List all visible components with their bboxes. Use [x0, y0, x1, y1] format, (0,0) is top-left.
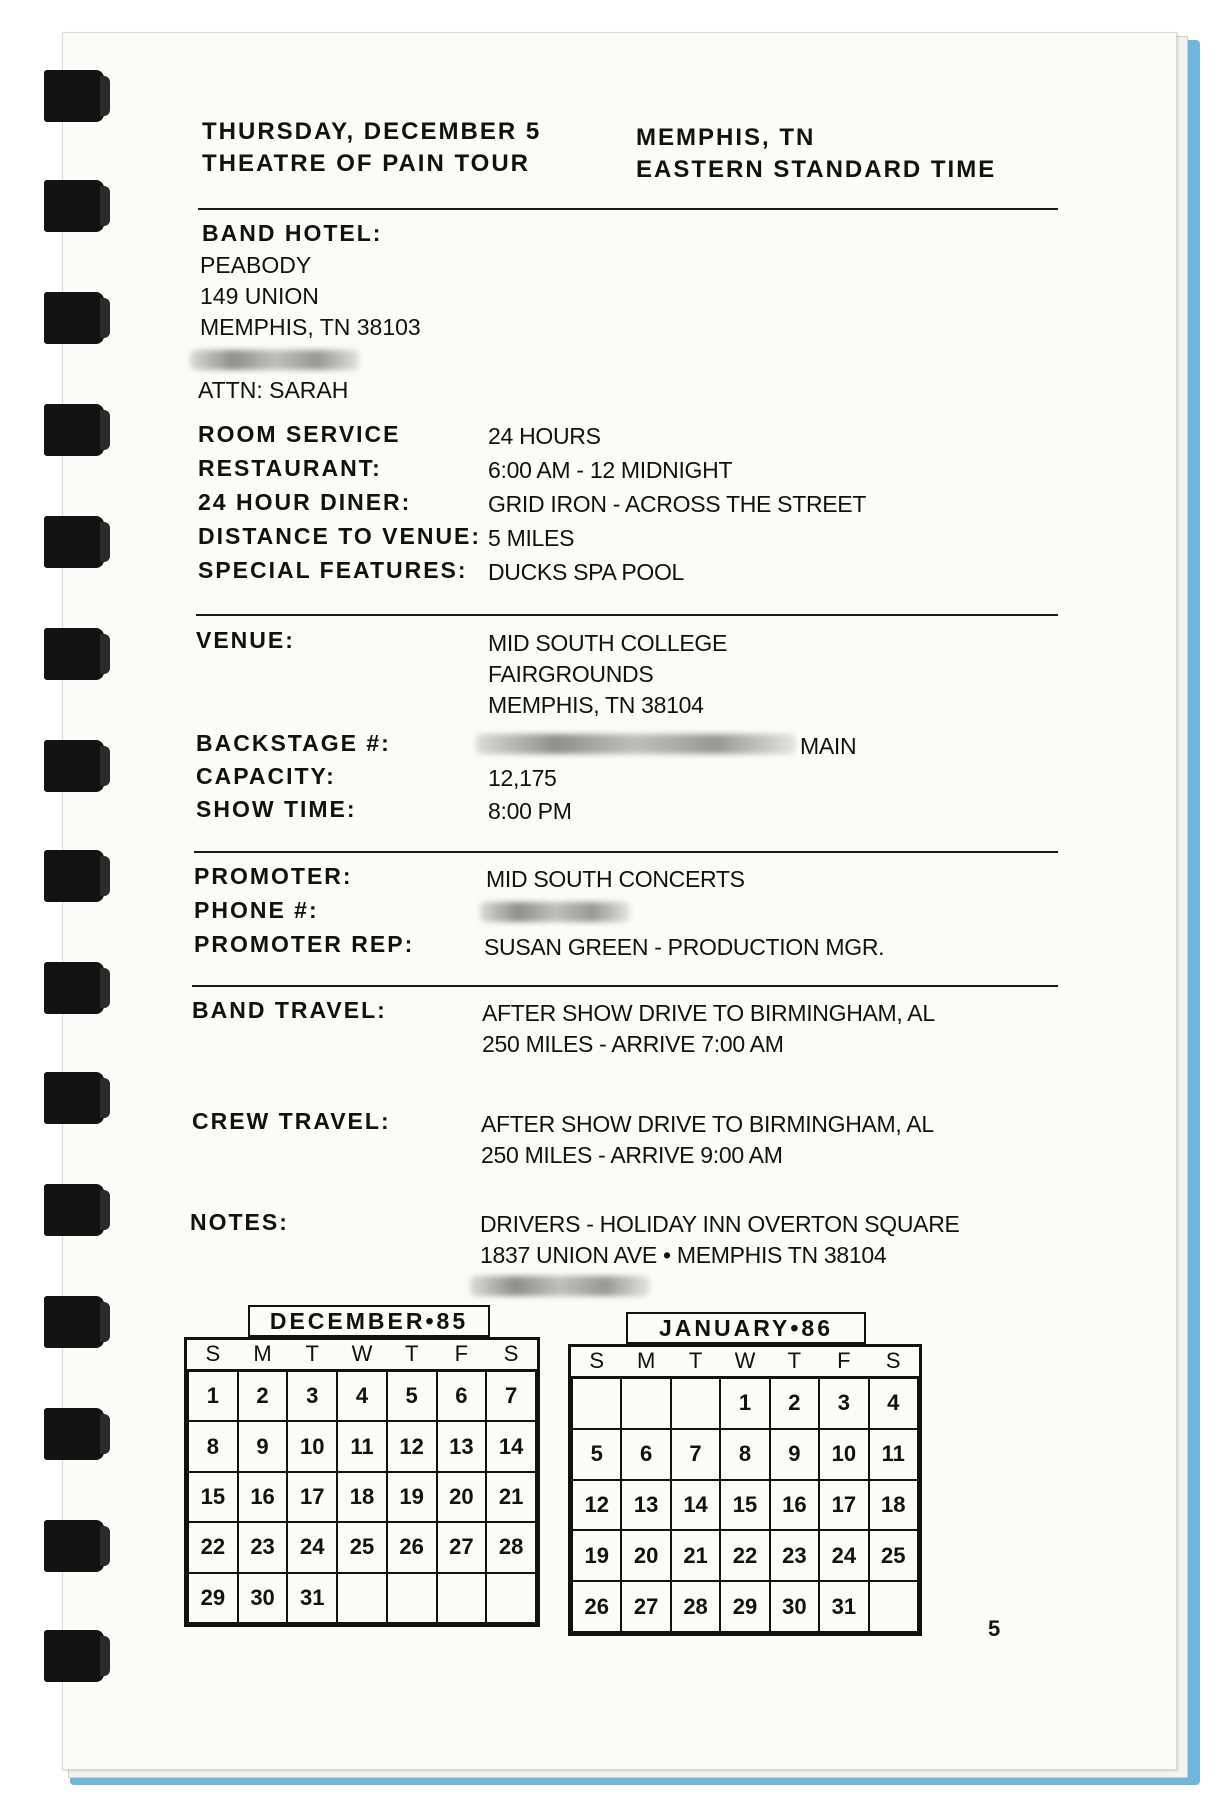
calendar-day: [486, 1573, 536, 1623]
crew-travel-line: AFTER SHOW DRIVE TO BIRMINGHAM, AL: [481, 1111, 934, 1137]
weekday-header: S: [486, 1340, 536, 1370]
calendar-day: [572, 1377, 621, 1429]
calendar-day: 3: [819, 1377, 868, 1429]
weekday-header: M: [621, 1347, 670, 1377]
calendar-week: [188, 1573, 536, 1623]
calendar-week: [188, 1522, 536, 1572]
notes-line: DRIVERS - HOLIDAY INN OVERTON SQUARE: [480, 1211, 960, 1237]
hotel-row-label: DISTANCE TO VENUE:: [198, 523, 482, 549]
showtime-value: 8:00 PM: [488, 798, 572, 824]
redacted-hotel-phone: [190, 350, 360, 370]
calendar-day: 13: [437, 1421, 487, 1471]
binding-ring: [44, 740, 104, 792]
calendar-december: [184, 1337, 540, 1627]
redacted-notes-phone: [470, 1276, 650, 1296]
crew-travel-label: CREW TRAVEL:: [192, 1108, 391, 1134]
calendar-day: [437, 1573, 487, 1623]
calendar-day: 31: [819, 1581, 868, 1632]
weekday-header: T: [671, 1347, 720, 1377]
calendar-week: [572, 1377, 918, 1429]
calendar-day: 8: [188, 1421, 238, 1471]
weekday-header: W: [720, 1347, 769, 1377]
calendar-day: 25: [337, 1522, 387, 1572]
redacted-backstage-phone: [476, 734, 796, 754]
calendar-day: 17: [287, 1472, 337, 1522]
promoter-phone-label: PHONE #:: [194, 897, 319, 923]
calendar-week: [572, 1429, 918, 1480]
weekday-header: M: [238, 1340, 288, 1370]
calendar-day: 4: [869, 1377, 918, 1429]
hotel-row-label: ROOM SERVICE: [198, 421, 401, 447]
calendar-week: [572, 1530, 918, 1581]
hotel-row-value: 6:00 AM - 12 MIDNIGHT: [488, 457, 733, 483]
calendar-day: 12: [572, 1480, 621, 1531]
calendar-day: 6: [437, 1370, 487, 1421]
calendar-week: [188, 1421, 536, 1471]
calendar-day: 13: [621, 1480, 670, 1531]
calendar-day: 5: [572, 1429, 621, 1480]
weekday-header: T: [387, 1340, 437, 1370]
binding-ring: [44, 1072, 104, 1124]
backstage-suffix: MAIN: [800, 733, 857, 759]
hotel-name: PEABODY: [200, 252, 312, 278]
redacted-promoter-phone: [480, 902, 630, 922]
divider: [196, 614, 1058, 616]
calendar-day: 22: [720, 1530, 769, 1581]
calendar-day: 28: [486, 1522, 536, 1572]
calendar-day: 14: [671, 1480, 720, 1531]
calendar-day: 21: [486, 1472, 536, 1522]
venue-label: VENUE:: [196, 627, 295, 653]
weekday-header: S: [869, 1347, 918, 1377]
binding-ring: [44, 180, 104, 232]
calendar-week: [188, 1472, 536, 1522]
hotel-city: MEMPHIS, TN 38103: [200, 314, 421, 340]
hotel-row-label: 24 HOUR DINER:: [198, 489, 412, 515]
calendar-day: 30: [238, 1573, 288, 1623]
crew-travel-line: 250 MILES - ARRIVE 9:00 AM: [481, 1142, 783, 1168]
binding-ring: [44, 516, 104, 568]
band-travel-label: BAND TRAVEL:: [192, 997, 387, 1023]
capacity-label: CAPACITY:: [196, 763, 336, 789]
promoter-rep: SUSAN GREEN - PRODUCTION MGR.: [484, 934, 885, 960]
calendar-day: 2: [238, 1370, 288, 1421]
calendar-day: 18: [337, 1472, 387, 1522]
calendar-day: 23: [770, 1530, 819, 1581]
binding-ring: [44, 70, 104, 122]
header-date: THURSDAY, DECEMBER 5: [202, 118, 542, 145]
backstage-label: BACKSTAGE #:: [196, 730, 391, 756]
divider: [194, 851, 1058, 853]
calendar-day: 27: [437, 1522, 487, 1572]
calendar-day: [869, 1581, 918, 1632]
calendar-day: 21: [671, 1530, 720, 1581]
calendar-january: [568, 1344, 922, 1636]
binding-ring: [44, 962, 104, 1014]
calendar-day: 15: [188, 1472, 238, 1522]
calendar-day: [387, 1573, 437, 1623]
header-tour: THEATRE OF PAIN TOUR: [202, 150, 530, 177]
weekday-header: F: [437, 1340, 487, 1370]
binding-ring: [44, 850, 104, 902]
hotel-street: 149 UNION: [200, 283, 319, 309]
weekday-header: S: [572, 1347, 621, 1377]
binding-ring: [44, 1184, 104, 1236]
calendar-day: 8: [720, 1429, 769, 1480]
promoter-rep-label: PROMOTER REP:: [194, 931, 415, 957]
calendar-day: [337, 1573, 387, 1623]
calendar-title: DECEMBER•85: [248, 1305, 490, 1337]
header-city: MEMPHIS, TN: [636, 124, 816, 151]
binding-ring: [44, 404, 104, 456]
calendar-day: 30: [770, 1581, 819, 1632]
calendar-day: 1: [720, 1377, 769, 1429]
calendar-day: 16: [770, 1480, 819, 1531]
calendar-day: 19: [572, 1530, 621, 1581]
weekday-header: F: [819, 1347, 868, 1377]
hotel-row-label: RESTAURANT:: [198, 455, 382, 481]
venue-city: MEMPHIS, TN 38104: [488, 692, 704, 718]
calendar-day: 25: [869, 1530, 918, 1581]
calendar-day: 23: [238, 1522, 288, 1572]
hotel-row-value: 5 MILES: [488, 525, 575, 551]
capacity-value: 12,175: [488, 765, 557, 791]
hotel-row-value: 24 HOURS: [488, 423, 601, 449]
calendar-week: [572, 1480, 918, 1531]
hotel-row-value: DUCKS SPA POOL: [488, 559, 685, 585]
calendar-day: 24: [819, 1530, 868, 1581]
venue-name-2: FAIRGROUNDS: [488, 661, 654, 687]
calendar-day: 5: [387, 1370, 437, 1421]
calendar-day: 17: [819, 1480, 868, 1531]
weekday-header: W: [337, 1340, 387, 1370]
calendar-day: 31: [287, 1573, 337, 1623]
calendar-day: [621, 1377, 670, 1429]
calendar-week: [188, 1370, 536, 1421]
divider: [192, 985, 1058, 987]
calendar-day: 12: [387, 1421, 437, 1471]
band-travel-line: AFTER SHOW DRIVE TO BIRMINGHAM, AL: [482, 1000, 935, 1026]
calendar-day: 22: [188, 1522, 238, 1572]
showtime-label: SHOW TIME:: [196, 796, 357, 822]
calendar-day: 16: [238, 1472, 288, 1522]
calendar-day: 11: [869, 1429, 918, 1480]
calendar-day: 26: [387, 1522, 437, 1572]
calendar-day: 14: [486, 1421, 536, 1471]
hotel-attn: ATTN: SARAH: [198, 377, 349, 403]
hotel-row-value: GRID IRON - ACROSS THE STREET: [488, 491, 867, 517]
hotel-row-label: SPECIAL FEATURES:: [198, 557, 468, 583]
calendar-week: [572, 1581, 918, 1632]
header-timezone: EASTERN STANDARD TIME: [636, 156, 997, 183]
calendar-day: 7: [671, 1429, 720, 1480]
calendar-day: 15: [720, 1480, 769, 1531]
binding-ring: [44, 628, 104, 680]
calendar-day: 2: [770, 1377, 819, 1429]
calendar-day: 20: [621, 1530, 670, 1581]
weekday-header: S: [188, 1340, 238, 1370]
calendar-title: JANUARY•86: [626, 1312, 866, 1344]
weekday-header: T: [770, 1347, 819, 1377]
calendar-day: 1: [188, 1370, 238, 1421]
binding-ring: [44, 1520, 104, 1572]
band-travel-line: 250 MILES - ARRIVE 7:00 AM: [482, 1031, 784, 1057]
calendar-day: 6: [621, 1429, 670, 1480]
divider: [198, 208, 1058, 210]
calendar-day: 9: [770, 1429, 819, 1480]
binding-ring: [44, 1630, 104, 1682]
calendar-day: 3: [287, 1370, 337, 1421]
binding-ring: [44, 1296, 104, 1348]
calendar-day: 10: [287, 1421, 337, 1471]
notes-label: NOTES:: [190, 1209, 289, 1235]
venue-name: MID SOUTH COLLEGE: [488, 630, 727, 656]
calendar-day: [671, 1377, 720, 1429]
calendar-day: 9: [238, 1421, 288, 1471]
calendar-day: 28: [671, 1581, 720, 1632]
notes-line: 1837 UNION AVE • MEMPHIS TN 38104: [480, 1242, 887, 1268]
calendar-day: 7: [486, 1370, 536, 1421]
promoter-name: MID SOUTH CONCERTS: [486, 866, 745, 892]
calendar-day: 18: [869, 1480, 918, 1531]
page-number: 5: [988, 1616, 1001, 1641]
calendar-day: 19: [387, 1472, 437, 1522]
calendar-day: 20: [437, 1472, 487, 1522]
calendar-day: 29: [188, 1573, 238, 1623]
binding-ring: [44, 292, 104, 344]
calendar-day: 24: [287, 1522, 337, 1572]
calendar-day: 26: [572, 1581, 621, 1632]
binding-ring: [44, 1408, 104, 1460]
promoter-label: PROMOTER:: [194, 863, 353, 889]
weekday-header: T: [287, 1340, 337, 1370]
calendar-day: 4: [337, 1370, 387, 1421]
calendar-day: 10: [819, 1429, 868, 1480]
calendar-day: 11: [337, 1421, 387, 1471]
calendar-day: 29: [720, 1581, 769, 1632]
calendar-day: 27: [621, 1581, 670, 1632]
hotel-label: BAND HOTEL:: [202, 220, 383, 246]
